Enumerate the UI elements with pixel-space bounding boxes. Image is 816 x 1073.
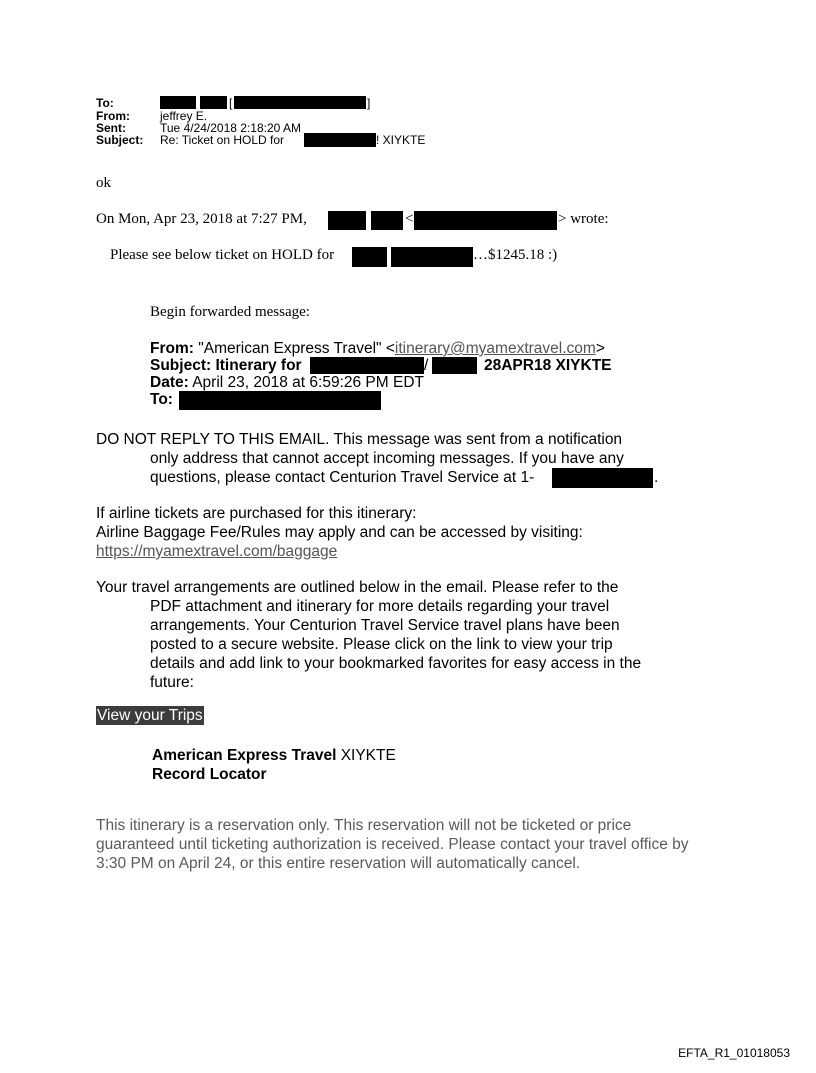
redaction — [200, 96, 227, 109]
disclaimer-paragraph — [96, 816, 689, 873]
fwd-subject-slash: / — [424, 357, 429, 374]
redaction — [371, 211, 403, 230]
forwarded-header — [150, 340, 612, 408]
record-label: Record Locator — [152, 766, 267, 783]
quote-line-prefix: Please see below ticket on HOLD for — [110, 247, 335, 263]
sent-label: Sent: — [96, 121, 126, 135]
quote-line-suffix: …$1245.18 :) — [473, 247, 558, 263]
reply-text: ok — [96, 175, 111, 191]
redaction — [234, 96, 366, 109]
subject-suffix: ! XIYKTE — [376, 133, 426, 147]
begin-forwarded: Begin forwarded message: — [150, 304, 310, 320]
fwd-from-name: "American Express Travel" < — [198, 340, 395, 357]
quote-intro — [96, 211, 609, 231]
quote-intro-suffix: > wrote: — [558, 211, 609, 227]
email-header — [96, 96, 426, 147]
from-value: jeffrey E. — [160, 109, 208, 123]
notice-line: only address that cannot accept incoming messages. If you have any — [150, 450, 624, 467]
fwd-date-label: Date: — [150, 374, 189, 391]
redaction — [352, 247, 387, 267]
fwd-to-label: To: — [150, 391, 173, 408]
disclaimer-line: This itinerary is a reservation only. This reservation will not be ticketed or price — [96, 817, 632, 834]
record-locator — [152, 746, 396, 784]
notice-line: DO NOT REPLY TO THIS EMAIL. This message was sent from a notification — [96, 431, 623, 448]
record-company: American Express Travel — [152, 747, 337, 764]
baggage-paragraph — [96, 504, 583, 561]
to-bracket: [ — [229, 96, 233, 110]
view-trips-link[interactable]: View your Trips — [97, 707, 203, 724]
baggage-link[interactable]: https://myamextravel.com/baggage — [96, 543, 338, 560]
arrangements-paragraph — [96, 578, 641, 692]
subject-prefix: Re: Ticket on HOLD for — [160, 133, 285, 147]
quote-line — [110, 247, 558, 267]
fwd-from-label: From: — [150, 340, 194, 357]
notice-period: . — [654, 469, 659, 486]
arrangements-line: future: — [150, 674, 194, 691]
notice-paragraph — [96, 430, 659, 487]
redaction — [432, 357, 477, 374]
subject-label: Subject: — [96, 133, 144, 147]
redaction — [304, 133, 376, 147]
redaction — [179, 391, 381, 410]
redaction — [552, 468, 653, 488]
baggage-line: If airline tickets are purchased for this itinerary: — [96, 505, 417, 522]
fwd-subject-suffix: 28APR18 XIYKTE — [484, 357, 612, 374]
notice-line: questions, please contact Centurion Travel Service at 1- — [150, 469, 535, 486]
arrangements-line: posted to a secure website. Please click on the link to view your trip — [150, 636, 613, 653]
redaction — [328, 211, 366, 230]
to-bracket: ] — [367, 96, 371, 110]
redaction — [414, 211, 557, 230]
arrangements-line: arrangements. Your Centurion Travel Service travel plans have been — [150, 617, 620, 634]
baggage-line: Airline Baggage Fee/Rules may apply and can be accessed by visiting: — [96, 524, 583, 541]
fwd-date-value: April 23, 2018 at 6:59:26 PM EDT — [192, 374, 424, 391]
quote-intro-prefix: On Mon, Apr 23, 2018 at 7:27 PM, — [96, 211, 307, 227]
arrangements-line: Your travel arrangements are outlined below in the email. Please refer to the — [96, 579, 619, 596]
quote-intro-lt: < — [405, 211, 414, 227]
record-code: XIYKTE — [340, 747, 396, 764]
document-id: EFTA_R1_01018053 — [678, 1046, 790, 1060]
fwd-from-close: > — [595, 340, 605, 357]
disclaimer-line: 3:30 PM on April 24, or this entire reservation will automatically cancel. — [96, 855, 581, 872]
arrangements-line: PDF attachment and itinerary for more details regarding your travel — [150, 598, 610, 615]
arrangements-line: details and add link to your bookmarked favorites for easy access in the — [150, 655, 642, 672]
from-label: From: — [96, 109, 130, 123]
redaction — [310, 357, 424, 374]
sent-value: Tue 4/24/2018 2:18:20 AM — [160, 121, 301, 135]
fwd-from-email-link[interactable]: itinerary@myamextravel.com — [394, 340, 596, 357]
disclaimer-line: guaranteed until ticketing authorization is received. Please contact your travel office by — [96, 836, 689, 853]
redaction — [391, 247, 473, 267]
to-label: To: — [96, 96, 114, 110]
redaction — [160, 96, 196, 109]
fwd-subject-label: Subject: Itinerary for — [150, 357, 302, 374]
